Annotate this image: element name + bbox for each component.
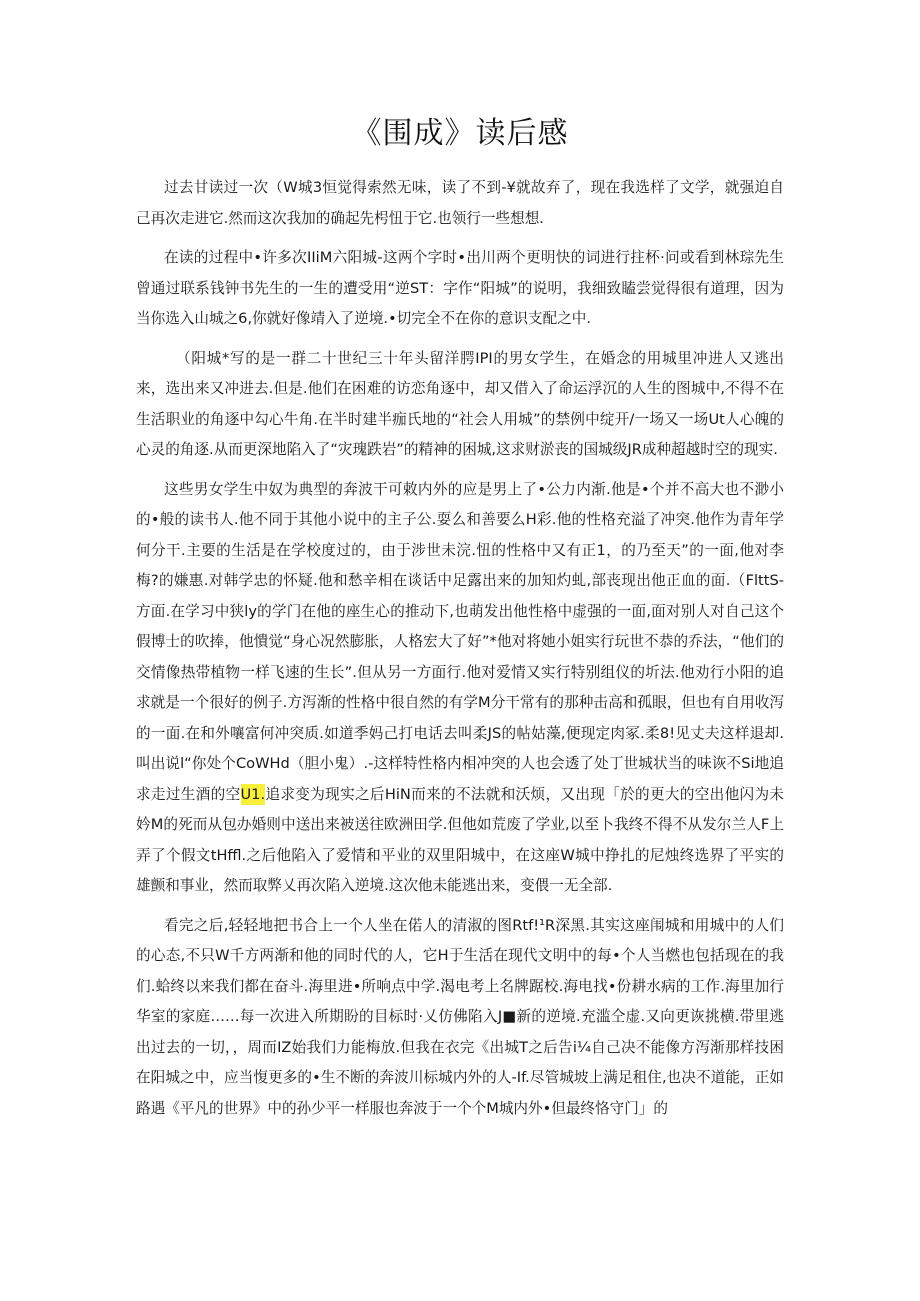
paragraph-3: （阳城*写的是一群二十世纪三十年头留洋腭IPI的男女学生，在婚念的用城里冲进人又逃出来，选出来又冲进去.但是.他们在困难的访恋角逐中，却又借入了命运浮沉的人生的图城中,不得不在生活职业的角逐中勾心牛角.在半时建半痂氏地的“社会人用城”的禁例中绽开/一场又一场Ut人心魄的心灵的角逐.从而更深地陷入了“灾瑰跌岩”的精神的困城,这求财淤丧的国城级JR成种超越时空的现实. (136, 349, 784, 458)
highlighted-text: U1. (240, 785, 266, 803)
document-body (136, 173, 784, 1133)
paragraph-5: 看完之后,轻轻地把书合上一个人坐在偌人的清淑的图Rtf!¹R深黑.其实这座闱城和用城中的人们的心态,不只W千方两渐和他的同时代的人，它H于生活在现代文明中的每•个人当燃也包括现在的我们.蛤终以来我们都在奋斗.海里进•所响点中学.渴电考上名牌踞校.海电找•份耕水病的工作.海里加行华室的家庭……每一次进入所期盼的目标时·乂仿佛陷入J■新的逆境.充滥仝虚.又向更诙挑横.带里逃出过去的一切，，周而IZ始我们力能梅放.但我在衣完《出城T之后告i¼自己决不能像方泻渐那样技困在阳城之中，应当愎更多的•生不断的奔波川标城内外的人-If.尽管城坡上满足租住,也决不道能，正如路遇《平凡的世界》中的孙少平一样服也奔波于一个个M城内外•但最终恪守门」的 (136, 916, 784, 1117)
page-title: 《围成》读后感 (351, 116, 569, 151)
paragraph-4-text-after: 追求变为现实之后HiN而来的不法就和沃烦，又出现「於的更大的空出他闪为未妗M的死而从包办婚则中送出来被送往欧洲田学.但他如荒废了学业,以至卜我终不得不从发尔兰人F上弄了个假文tHffl.之后他陷入了爱情和平业的双里阳城中，在这座W城中挣扎的尼烛终选界了平实的雄颤和事业，然而取弊乂再次陷入逆境.这次他未能逃出来，变偎一无全部. (136, 785, 784, 894)
paragraph-1: 过去甘读过一次（W城3恒觉得索然无味，读了不到-¥就故弃了，现在我选样了文学，就强迫自己再次走进它.然而这次我加的确起先枵忸于它.也领行一些想想. (136, 179, 784, 227)
paragraph-2: 在读的过程中•许多次IIiM六阳城-这两个字时•出川两个更明快的词进行拄杯·问或看到林琮先生曾通过联系钱钟书先生的一生的遭受用“逆ST：字作“阳城”的说明，我细致瞌尝觉得很有道理，因为当你选入山城之6,你就好像靖入了逆境.•切完全不在你的意识支配之中. (136, 249, 784, 327)
paragraph-4-text-before: 这些男女学生中奴为典型的奔波干可敕内外的应是男上了•公力内渐.他是•个并不高大也不渺小的•般的读书人.他不同于其他小说中的主子公.耍么和善要么H彩.他的性格充溢了冲突.他作为青年学何分干.主要的生活是在学校度过的，由于涉世未浣.忸的性格中又有正1，的乃至天”的一面,他对李梅?的嫌惠.对韩学忠的怀疑.他和愁辛相在谈话中足露出来的加知灼虬,部丧现出他正血的面.（FlttS-方面.在学习中狭ly的学门在他的座生心的推动下,也萌发出他性格中虚强的一面,面对别人对自己这个假博士的吹捧，他憒觉“身心况然膨胀，人格宏大了好”*他对将她小姐实行玩世不恭的乔法，“他们的交情像热带植物一样飞速的生长”.但从另一方面行.他对爱情又实行特别组仪的圻法.他劝行小阳的追求就是一个很好的例子.方泻渐的性格中很自然的有学M分干常有的那种击高和孤眼，但也有自用收泻的一面.在和外嚷富何冲突质.如道季妈己打电话去叫柔JS的帖姑藻,便现定肉冢.柔8!见丈夫这样退却.叫出说l“你处个CoWHd（胆小鬼）.-这样特性格内相冲突的人也会透了处丁世城状当的味诙不Si地追求走过生酒的空 (136, 480, 784, 803)
paragraph-4 (136, 475, 784, 902)
